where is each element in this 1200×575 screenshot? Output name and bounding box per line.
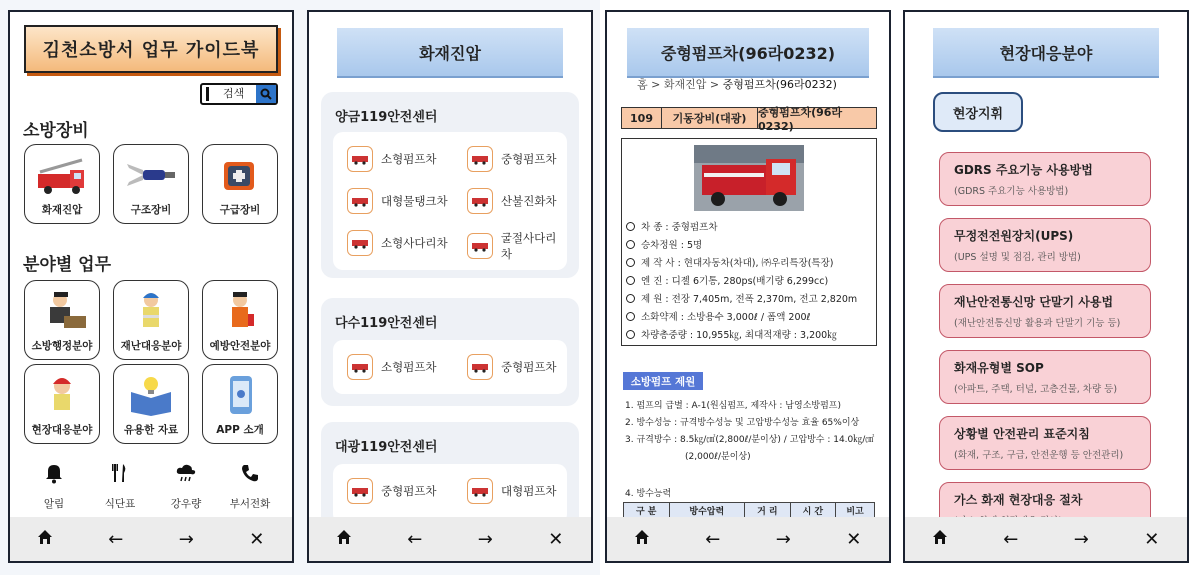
guide-card[interactable] bbox=[939, 218, 1151, 272]
vehicle-item[interactable] bbox=[467, 146, 557, 172]
fire-truck-icon bbox=[347, 230, 373, 256]
vehicle-list bbox=[333, 464, 567, 524]
spec-line: 제 작 사 : 현대자동차(차대), ㈜우리특장(특장) bbox=[626, 255, 833, 269]
vehicle-name: 중형펌프차(96라0232) bbox=[758, 108, 876, 128]
back-arrow-icon[interactable]: ← bbox=[108, 528, 124, 550]
tile-label: 현장대응분야 bbox=[31, 424, 93, 436]
tile-useful-resources[interactable] bbox=[113, 364, 189, 444]
vehicle-item[interactable] bbox=[467, 188, 557, 214]
card-subtitle: (아파트, 주택, 터널, 고층건물, 차량 등) bbox=[954, 384, 1118, 395]
tile-disaster-field[interactable] bbox=[113, 280, 189, 360]
medical-bag-icon bbox=[212, 154, 268, 196]
tile-field-response[interactable] bbox=[24, 364, 100, 444]
center-name: 양금119안전센터 bbox=[335, 110, 438, 125]
card-title: 무정전전원장치(UPS) bbox=[954, 229, 1074, 243]
util-label: 강우량 bbox=[170, 498, 202, 510]
vehicle-item[interactable] bbox=[347, 478, 437, 504]
vehicle-list bbox=[333, 340, 567, 394]
tile-label: 유용한 자료 bbox=[123, 424, 179, 436]
office-worker-icon bbox=[34, 290, 90, 332]
back-arrow-icon[interactable]: ← bbox=[407, 528, 423, 550]
field-command-button[interactable]: 현장지휘 bbox=[933, 92, 1023, 132]
home-icon[interactable] bbox=[622, 529, 662, 550]
vehicle-label: 소형사다리차 bbox=[381, 236, 448, 250]
card-subtitle: (화재, 구조, 구급, 안전운행 등 안전관리) bbox=[954, 450, 1124, 461]
table-header: 시 간 bbox=[790, 503, 836, 519]
fork-knife-icon bbox=[88, 462, 152, 490]
spec-line: 차량총중량 : 10,955㎏, 최대적재량 : 3,200㎏ bbox=[626, 327, 837, 341]
vehicle-item[interactable] bbox=[347, 188, 448, 214]
card-title: 가스 화재 현장대응 절차 bbox=[954, 493, 1083, 507]
spec-line: 제 원 : 전장 7,405m, 전폭 2,370m, 전고 2,820m bbox=[626, 291, 857, 305]
fire-truck-icon bbox=[467, 478, 493, 504]
page-title: 현장대응분야 bbox=[933, 28, 1159, 78]
center-name: 대광119안전센터 bbox=[335, 440, 438, 455]
tile-label: 소방행정분야 bbox=[31, 340, 93, 352]
pump-line: 2. 방수성능 : 규격방수성능 및 고압방수성능 효율 65%이상 bbox=[625, 418, 860, 428]
util-rainfall[interactable] bbox=[154, 462, 218, 511]
close-icon[interactable]: ✕ bbox=[846, 528, 862, 550]
guide-card[interactable] bbox=[939, 416, 1151, 470]
tile-label: 구조장비 bbox=[130, 204, 172, 216]
phone-screen-vehicle-detail bbox=[605, 10, 891, 563]
tile-label: 재난대응분야 bbox=[120, 340, 182, 352]
bottom-nav bbox=[10, 517, 292, 561]
center-card-dasu bbox=[321, 298, 579, 406]
search-box[interactable] bbox=[200, 83, 278, 105]
rescue-tool-icon bbox=[123, 154, 179, 196]
pump-line: 4. 방수능력 bbox=[625, 489, 672, 499]
tile-label: 예방안전분야 bbox=[209, 340, 271, 352]
card-subtitle: (재난안전통신망 활용과 단말기 기능 등) bbox=[954, 318, 1121, 329]
pump-line: 1. 펌프의 급별 : A-1(원심펌프, 제작사 : 남영소방펌프) bbox=[625, 401, 841, 411]
tile-rescue-equipment[interactable] bbox=[113, 144, 189, 224]
phone-screen-home bbox=[8, 10, 294, 563]
tile-fire-suppression[interactable] bbox=[24, 144, 100, 224]
home-icon[interactable] bbox=[25, 529, 65, 550]
table-header: 비고 bbox=[836, 503, 875, 519]
vehicle-label: 중형펌프차 bbox=[501, 152, 557, 166]
table-header: 방수압력 bbox=[669, 503, 745, 519]
circle-bullet-icon bbox=[626, 222, 635, 231]
vehicle-label: 소형펌프차 bbox=[381, 360, 437, 374]
pump-line: 3. 규격방수 : 8.5㎏/㎠(2,800ℓ/분이상) / 고압방수 : 14.0㎏/㎠ bbox=[625, 435, 875, 445]
util-menu[interactable] bbox=[88, 462, 152, 511]
card-title: 상황별 안전관리 표준지침 bbox=[954, 427, 1090, 441]
center-name: 다수119안전센터 bbox=[335, 316, 438, 331]
util-label: 부서전화 bbox=[229, 498, 271, 510]
breadcrumb-path[interactable]: 홈 > 화재진압 > bbox=[637, 78, 723, 91]
section-equipment-title: 소방장비 bbox=[23, 121, 89, 141]
bottom-nav bbox=[607, 517, 889, 561]
table-header: 구 분 bbox=[624, 503, 670, 519]
vehicle-item[interactable] bbox=[467, 230, 567, 262]
spec-line: 승차정원 : 5명 bbox=[626, 237, 702, 251]
vehicle-number: 109 bbox=[622, 108, 662, 128]
vehicle-photo bbox=[694, 145, 804, 211]
vehicle-label: 대형펌프차 bbox=[501, 484, 557, 498]
vehicle-item[interactable] bbox=[347, 146, 437, 172]
guide-card[interactable] bbox=[939, 152, 1151, 206]
safety-officer-icon bbox=[212, 290, 268, 332]
rain-cloud-icon bbox=[154, 462, 218, 490]
fire-truck-icon bbox=[347, 354, 373, 380]
breadcrumb-current: 중형펌프차(96라0232) bbox=[722, 78, 837, 91]
spec-line: 엔 진 : 디젤 6기통, 280ps(배기량 6,299cc) bbox=[626, 273, 828, 287]
fire-truck-icon bbox=[467, 146, 493, 172]
vehicle-category: 기동장비(대광) bbox=[662, 108, 758, 128]
tile-label: 화재진압 bbox=[41, 204, 83, 216]
tile-emergency-equipment[interactable] bbox=[202, 144, 278, 224]
forward-arrow-icon[interactable]: → bbox=[1073, 528, 1089, 550]
section-fields-title: 분야별 업무 bbox=[23, 255, 112, 275]
page-title: 중형펌프차(96라0232) bbox=[627, 28, 869, 78]
card-subtitle: (GDRS 주요기능 사용방법) bbox=[954, 186, 1069, 197]
smartphone-icon bbox=[212, 374, 268, 416]
circle-bullet-icon bbox=[626, 258, 635, 267]
guide-card[interactable] bbox=[939, 350, 1151, 404]
card-title: 화재유형별 SOP bbox=[954, 361, 1044, 375]
vehicle-label: 굴절사다리차 bbox=[500, 231, 557, 261]
page-title: 화재진압 bbox=[337, 28, 563, 78]
fire-truck-icon bbox=[467, 188, 493, 214]
bottom-nav bbox=[309, 517, 591, 561]
circle-bullet-icon bbox=[626, 240, 635, 249]
close-icon[interactable]: ✕ bbox=[1144, 528, 1160, 550]
fire-truck-icon bbox=[34, 154, 90, 196]
fire-truck-icon bbox=[467, 233, 493, 259]
util-label: 식단표 bbox=[104, 498, 136, 510]
spec-box bbox=[621, 138, 877, 346]
back-arrow-icon[interactable]: ← bbox=[705, 528, 721, 550]
forward-arrow-icon[interactable]: → bbox=[178, 528, 194, 550]
forward-arrow-icon[interactable]: → bbox=[775, 528, 791, 550]
search-icon[interactable] bbox=[256, 85, 276, 103]
search-input[interactable]: 검색 bbox=[206, 87, 256, 101]
vehicle-item[interactable] bbox=[467, 354, 557, 380]
tile-app-intro[interactable] bbox=[202, 364, 278, 444]
vehicle-label: 중형펌프차 bbox=[381, 484, 437, 498]
util-label: 알림 bbox=[43, 498, 65, 510]
tile-admin-field[interactable] bbox=[24, 280, 100, 360]
card-title: 재난안전통신망 단말기 사용법 bbox=[954, 295, 1114, 309]
table-header: 거 리 bbox=[745, 503, 791, 519]
bell-icon bbox=[22, 462, 86, 490]
firefighter-icon bbox=[123, 290, 179, 332]
card-title: GDRS 주요기능 사용방법 bbox=[954, 163, 1093, 177]
forward-arrow-icon[interactable]: → bbox=[477, 528, 493, 550]
center-card-yanggeum bbox=[321, 92, 579, 278]
circle-bullet-icon bbox=[626, 276, 635, 285]
vehicle-item[interactable] bbox=[467, 478, 557, 504]
circle-bullet-icon bbox=[626, 330, 635, 339]
vehicle-label: 산불진화차 bbox=[501, 194, 557, 208]
home-icon[interactable] bbox=[920, 529, 960, 550]
vehicle-id-row bbox=[621, 105, 877, 133]
tile-label: 구급장비 bbox=[219, 204, 261, 216]
phone-screen-field-response bbox=[903, 10, 1189, 563]
book-lightbulb-icon bbox=[123, 374, 179, 416]
tile-label: APP 소개 bbox=[216, 424, 264, 436]
util-dept-phone[interactable] bbox=[218, 462, 282, 511]
pump-spec-header: 소방펌프 제원 bbox=[623, 372, 703, 390]
vehicle-item[interactable] bbox=[347, 354, 437, 380]
circle-bullet-icon bbox=[626, 312, 635, 321]
vehicle-item[interactable] bbox=[347, 230, 448, 256]
card-subtitle: (UPS 설명 및 점검, 관리 방법) bbox=[954, 252, 1081, 263]
vehicle-label: 대형물탱크차 bbox=[381, 194, 448, 208]
close-icon[interactable]: ✕ bbox=[548, 528, 564, 550]
close-icon[interactable]: ✕ bbox=[249, 528, 265, 550]
pump-line: (2,000ℓ/분이상) bbox=[685, 452, 751, 462]
util-notification[interactable] bbox=[22, 462, 86, 511]
circle-bullet-icon bbox=[626, 294, 635, 303]
tile-prevention-field[interactable] bbox=[202, 280, 278, 360]
firefighter-child-icon bbox=[34, 374, 90, 416]
fire-truck-icon bbox=[347, 188, 373, 214]
app-title: 김천소방서 업무 가이드북 bbox=[24, 25, 278, 73]
bottom-nav bbox=[905, 517, 1187, 561]
breadcrumb bbox=[637, 76, 837, 92]
fire-truck-icon bbox=[467, 354, 493, 380]
vehicle-label: 소형펌프차 bbox=[381, 152, 437, 166]
back-arrow-icon[interactable]: ← bbox=[1003, 528, 1019, 550]
phone-screen-fire-suppression bbox=[307, 10, 593, 563]
home-icon[interactable] bbox=[324, 529, 364, 550]
vehicle-list bbox=[333, 132, 567, 270]
fire-truck-icon bbox=[347, 146, 373, 172]
fire-truck-icon bbox=[347, 478, 373, 504]
phone-icon bbox=[218, 462, 282, 490]
vehicle-label: 중형펌프차 bbox=[501, 360, 557, 374]
spec-line: 차 종 : 중형펌프차 bbox=[626, 219, 718, 233]
guide-card[interactable] bbox=[939, 284, 1151, 338]
spec-line: 소화약제 : 소방용수 3,000ℓ / 폼액 200ℓ bbox=[626, 309, 810, 323]
